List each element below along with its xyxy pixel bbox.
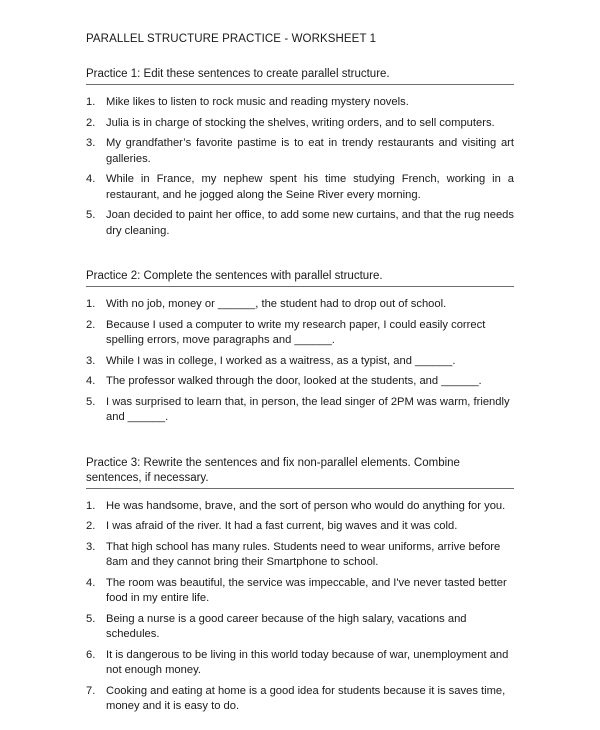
- item-text: Julia is in charge of stocking the shelves, writing orders, and to sell computers.: [106, 116, 495, 129]
- practice-3-heading: Practice 3: Rewrite the sentences and fix non-parallel elements. Combine sentences, if necessary.: [86, 456, 514, 489]
- item-text: That high school has many rules. Students need to wear uniforms, arrive before 8am and they cannot bring their Smartphone to school.: [106, 540, 501, 568]
- practice-3-section: [86, 456, 514, 715]
- item-text: While I was in college, I worked as a waitress, as a typist, and ______.: [106, 354, 456, 367]
- list-item: [86, 116, 514, 132]
- practice-1-section: [86, 67, 514, 239]
- item-number: 4.: [86, 173, 96, 185]
- item-number: 1.: [86, 96, 96, 108]
- item-number: 1.: [86, 499, 96, 512]
- item-text: The professor walked through the door, looked at the students, and ______.: [106, 375, 482, 387]
- item-number: 2.: [86, 318, 96, 331]
- list-item: [86, 136, 514, 167]
- item-number: 5.: [86, 209, 96, 221]
- item-number: 3.: [86, 354, 96, 367]
- item-number: 5.: [86, 395, 96, 408]
- item-text: While in France, my nephew spent his time studying French, working in a restaurant, and he jogged along the Seine River every morning.: [106, 173, 514, 201]
- practice-3-list: [86, 499, 514, 715]
- list-item: [86, 519, 514, 535]
- item-number: 2.: [86, 520, 96, 532]
- item-number: 4.: [86, 375, 96, 387]
- list-item: [86, 540, 514, 571]
- item-text: Because I used a computer to write my research paper, I could easily correct spelling errors, move paragraphs and ______.: [106, 318, 486, 346]
- item-number: 2.: [86, 116, 96, 129]
- practice-2-section: [86, 269, 514, 426]
- item-text: I was afraid of the river. It had a fast current, big waves and it was cold.: [106, 520, 458, 532]
- item-number: 7.: [86, 684, 96, 697]
- list-item: [86, 208, 514, 239]
- list-item: [86, 648, 514, 679]
- practice-2-heading: Practice 2: Complete the sentences with parallel structure.: [86, 269, 514, 287]
- item-text: I was surprised to learn that, in person, the lead singer of 2PM was warm, friendly and ______.: [106, 395, 510, 423]
- list-item: [86, 576, 514, 607]
- list-item: [86, 318, 514, 349]
- list-item: [86, 499, 514, 515]
- list-item: [86, 354, 514, 370]
- list-item: [86, 95, 514, 111]
- item-text: The room was beautiful, the service was impeccable, and I've never tasted better food in my entire life.: [106, 576, 507, 604]
- item-number: 1.: [86, 298, 96, 310]
- list-item: [86, 395, 514, 426]
- list-item: [86, 172, 514, 203]
- item-number: 4.: [86, 576, 96, 589]
- item-number: 6.: [86, 648, 96, 661]
- item-text: With no job, money or ______, the student had to drop out of school.: [106, 298, 447, 310]
- item-text: He was handsome, brave, and the sort of person who would do anything for you.: [106, 499, 506, 512]
- practice-1-list: [86, 95, 514, 239]
- item-number: 5.: [86, 612, 96, 625]
- item-text: It is dangerous to be living in this world today because of war, unemployment and not enough money.: [106, 648, 509, 676]
- practice-1-heading: Practice 1: Edit these sentences to create parallel structure.: [86, 67, 514, 85]
- list-item: [86, 374, 514, 390]
- item-text: Joan decided to paint her office, to add some new curtains, and that the rug needs dry cleaning.: [106, 209, 514, 237]
- list-item: [86, 612, 514, 643]
- item-text: Cooking and eating at home is a good idea for students because it is saves time, money and it is easy to do.: [106, 684, 506, 712]
- item-text: Mike likes to listen to rock music and reading mystery novels.: [106, 96, 409, 108]
- list-item: [86, 297, 514, 313]
- item-number: 3.: [86, 540, 96, 553]
- item-text: My grandfather’s favorite pastime is to eat in trendy restaurants and visiting art galleries.: [106, 137, 514, 165]
- practice-2-list: [86, 297, 514, 426]
- item-number: 3.: [86, 137, 96, 149]
- document-title: PARALLEL STRUCTURE PRACTICE - WORKSHEET 1: [86, 33, 377, 45]
- list-item: [86, 684, 514, 715]
- item-text: Being a nurse is a good career because of the high salary, vacations and schedules.: [106, 612, 467, 640]
